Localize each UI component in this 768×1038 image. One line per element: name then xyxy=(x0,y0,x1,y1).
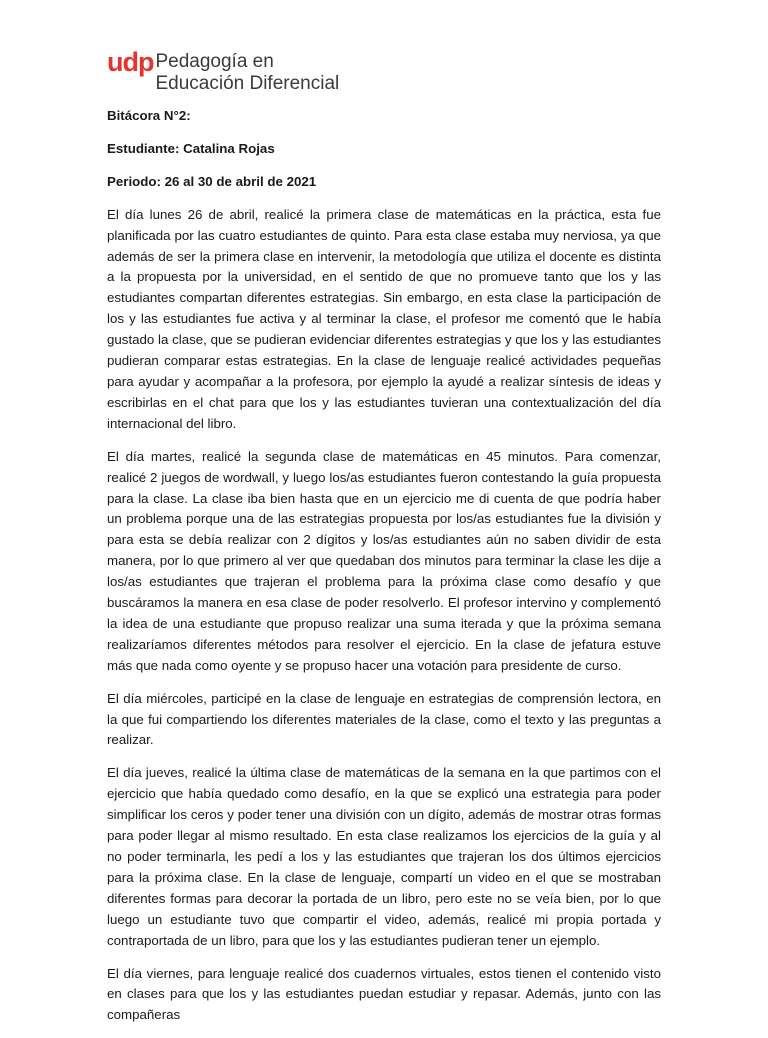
student-name: Estudiante: Catalina Rojas xyxy=(107,140,275,156)
logo-mark: udp xyxy=(107,47,154,77)
udp-logo xyxy=(107,47,339,95)
logo-line-1: Pedagogía en xyxy=(155,51,274,72)
paragraph-wednesday: El día miércoles, participé en la clase de lenguaje en estrategias de comprensión lectora, en la que fui compartiendo los diferentes materiales de la clase, como el texto y las preguntas a realizar. xyxy=(107,690,661,748)
paragraph-monday: El día lunes 26 de abril, realicé la primera clase de matemáticas en la práctica, esta fue planificada por las cuatro estudiantes de quinto. Para esta clase estaba muy nerviosa, ya que además de ser la primera clase en intervenir, la metodología que utiliza el docente es distinta a la propuesta por la universidad, en el sentido de que no promueve tanto que los y las estudiantes compartan diferentes estrategias. Sin embargo, en esta clase la participación de los y las estudiantes fue activa y al terminar la clase, el profesor me comentó que le había gustado la clase, que se pudieran evidenciar diferentes estrategias y que los y las estudiantes pudieran comparar estas estrategias. En la clase de lenguaje realicé actividades pequeñas para ayudar y acompañar a la profesora, por ejemplo la ayudé a realizar síntesis de ideas y escribirlas en el chat para que los y las estudiantes tuvieran una contextualización del día internacional del libro. xyxy=(107,206,661,431)
document-title: Bitácora N°2: xyxy=(107,108,191,123)
document-body xyxy=(107,106,661,1038)
logo-text xyxy=(155,51,339,95)
logo-line-2: Educación Diferencial xyxy=(155,73,340,94)
paragraph-thursday: El día jueves, realicé la última clase de matemáticas de la semana en la que partimos con el ejercicio que había quedado como desafío, en la que se explicó una estrategia para poder simplificar los ceros y poder tener una división con un dígito, además de mostrar otras formas para poder llegar al mismo resultado. En esta clase realizamos los ejercicios de la guía y al no poder terminarla, les pedí a los y las estudiantes que trajeran los dos últimos ejercicios para la próxima clase. En la clase de lenguaje, compartí un video en el que se mostraban diferentes formas para decorar la portada de un libro, pero este no se veía bien, por lo que luego un estudiante tuvo que compartir el video, además, realicé mi propia portada y contraportada de un libro, para que los y las estudiantes pudieran tener un ejemplo. xyxy=(107,765,661,948)
paragraph-friday: El día viernes, para lenguaje realicé dos cuadernos virtuales, estos tienen el contenido visto en clases para que los y las estudiantes puedan estudiar y repasar. Además, junto con las compañeras xyxy=(107,965,661,1023)
period: Periodo: 26 al 30 de abril de 2021 xyxy=(107,173,317,189)
paragraph-tuesday: El día martes, realicé la segunda clase de matemáticas en 45 minutos. Para comenzar, realicé 2 juegos de wordwall, y luego los/as estudiantes fueron contestando la guía propuesta para la clase. La clase iba bien hasta que en un ejercicio me di cuenta de que podría haber un problema porque una de las estrategias propuesta por los/as estudiantes fue la división y para esta se debía realizar con 2 dígitos y los/as estudiantes aún no saben dividir de esta manera, por lo que primero al ver que quedaban dos minutos para terminar la clase les dije a los/as estudiantes que trajeran el problema para la próxima clase como desafío y que buscáramos la manera en esa clase de poder resolverlo. El profesor intervino y complementó la idea de una estudiante que propuso realizar una suma iterada y que la próxima semana realizaríamos diferentes métodos para resolver el ejercicio. En la clase de jefatura estuve más que nada como oyente y se propuso hacer una votación para presidente de curso. xyxy=(107,448,661,673)
